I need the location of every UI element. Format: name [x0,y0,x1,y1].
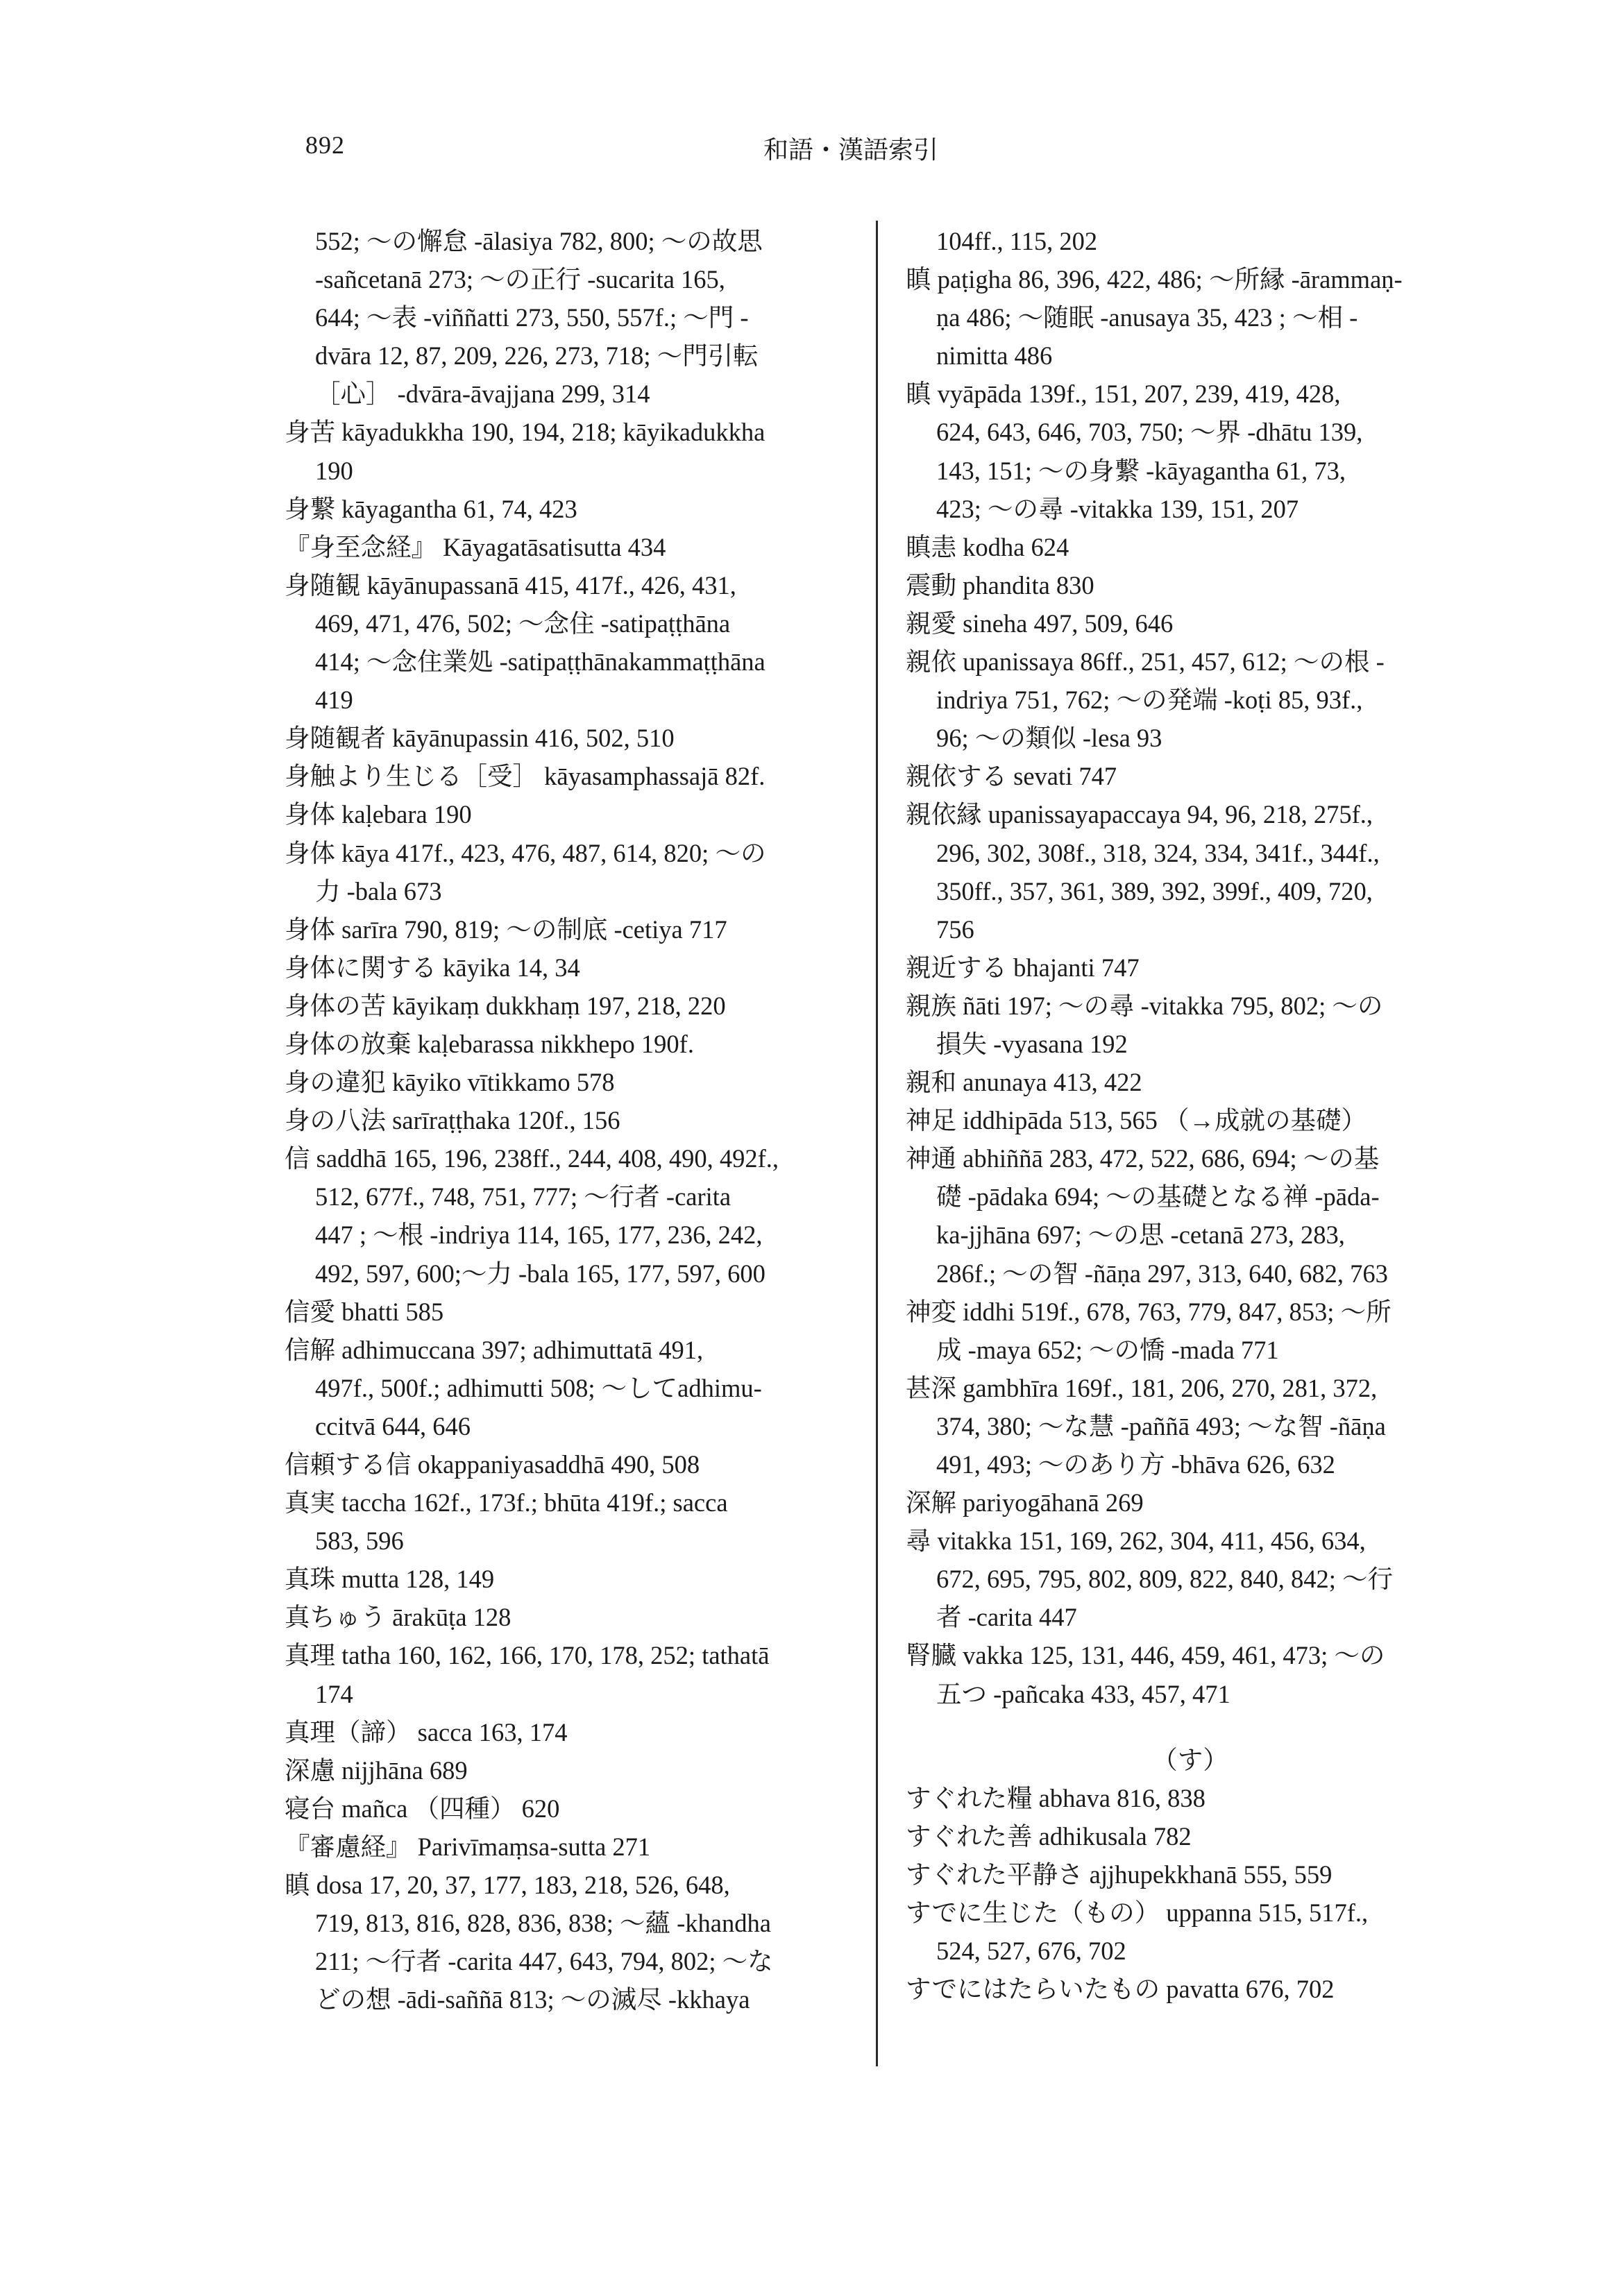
index-entry-line: 親依する sevati 747 [906,762,1117,791]
index-entry-line: 甚深 gambhīra 169f., 181, 206, 270, 281, 372, [906,1373,1378,1402]
index-entry-line: 信解 adhimuccana 397; adhimuttatā 491, [285,1335,704,1364]
index-entry-line: nimitta 486 [936,341,1053,371]
left-column [285,222,854,2018]
index-entry-line: すでにはたらいたもの pavatta 676, 702 [906,1975,1335,2004]
index-entry-line: すでに生じた（もの） uppanna 515, 517f., [906,1898,1369,1928]
index-entry-line: 身の八法 sarīraṭṭhaka 120f., 156 [285,1106,620,1135]
index-entry-line: 身体 sarīra 790, 819; ～の制底 -cetiya 717 [285,915,727,944]
index-entry-line: 瞋 dosa 17, 20, 37, 177, 183, 218, 526, 648, [285,1871,730,1900]
index-entry-line: 瞋恚 kodha 624 [906,532,1069,561]
index-entry-line: 震動 phandita 830 [906,570,1094,599]
index-entry-line: 五つ -pañcaka 433, 457, 471 [936,1679,1230,1708]
index-entry-line: どの想 -ādi-saññā 813; ～の滅尽 -kkhaya [315,1985,750,2014]
index-entry-line: 神変 iddhi 519f., 678, 763, 779, 847, 853; ～所 [906,1297,1392,1326]
index-entry-line: 寝台 mañca （四種） 620 [285,1794,560,1823]
index-entry-line: 447 ; ～根 -indriya 114, 165, 177, 236, 242, [315,1221,763,1250]
index-entry-line: 469, 471, 476, 502; ～念住 -satipaṭṭhāna [315,609,731,638]
page-number: 892 [305,131,345,159]
index-entry-line: 414; ～念住業処 -satipaṭṭhānakammaṭṭhāna [315,647,766,677]
index-entry-line: 491, 493; ～のあり方 -bhāva 626, 632 [936,1450,1335,1479]
index-entry-line: 190 [315,456,353,485]
index-entry-line: 104ff., 115, 202 [936,227,1098,255]
index-entry-line: 親族 ñāti 197; ～の尋 -vitakka 795, 802; ～の [906,991,1383,1020]
index-entry-line: 力 -bala 673 [315,876,442,905]
index-entry-line: 親依 upanissaya 86ff., 251, 457, 612; ～の根 - [906,647,1385,677]
index-entry-line: 552; ～の懈怠 -ālasiya 782, 800; ～の故思 [315,227,763,255]
index-entry-line: 親依縁 upanissayapaccaya 94, 96, 218, 275f., [906,800,1373,829]
index-entry-line: 真珠 mutta 128, 149 [285,1565,495,1594]
index-entry-line: すぐれた糧 abhava 816, 838 [906,1783,1206,1812]
running-header: 和語・漢語索引 [763,136,939,164]
index-entry-line: 143, 151; ～の身繋 -kāyagantha 61, 73, [936,456,1346,485]
index-entry-line: ka-jjhāna 697; ～の思 -cetanā 273, 283, [936,1221,1345,1250]
index-entry-line: 親近する bhajanti 747 [906,953,1140,982]
index-entry-line: ṇa 486; ～随眠 -anusaya 35, 423 ; ～相 - [936,303,1358,332]
index-entry-line: 497f., 500f.; adhimutti 508; ～してadhimu- [315,1373,762,1402]
index-entry-line: すぐれた善 adhikusala 782 [906,1821,1192,1851]
index-entry-line: 神通 abhiññā 283, 472, 522, 686, 694; ～の基 [906,1144,1380,1173]
index-entry-line: 損失 -vyasana 192 [936,1029,1128,1058]
section-spacer [906,1713,1475,1738]
index-entry-line: 身随観者 kāyānupassin 416, 502, 510 [285,724,675,753]
index-entry-line: 身苦 kāyadukkha 190, 194, 218; kāyikadukkha [285,418,766,447]
index-entry-line: ccitvā 644, 646 [315,1411,471,1440]
index-entry-line: 深解 pariyogāhanā 269 [906,1488,1144,1517]
index-entry-line: 礎 -pādaka 694; ～の基礎となる禅 -pāda- [936,1182,1380,1211]
index-entry-line: 身体に関する kāyika 14, 34 [285,953,580,982]
index-entry-line: 583, 596 [315,1527,404,1556]
index-entry-line: 身体 kāya 417f., 423, 476, 487, 614, 820; ～の [285,838,766,867]
index-entry-line: 『審慮経』 Parivīmaṃsa-sutta 271 [285,1832,651,1861]
index-entry-line: 者 -carita 447 [936,1603,1077,1632]
index-entry-line: 瞋 paṭigha 86, 396, 422, 486; ～所縁 -ārammaṇ- [906,265,1403,294]
index-entry-line: 96; ～の類似 -lesa 93 [936,724,1162,753]
right-column [906,222,1475,2008]
index-entry-line: ［心］ -dvāra-āvajjana 299, 314 [315,380,650,409]
index-entry-line: 身体の苦 kāyikaṃ dukkhaṃ 197, 218, 220 [285,991,726,1020]
index-entry-line: 211; ～行者 -carita 447, 643, 794, 802; ～な [315,1947,773,1976]
index-entry-line: 374, 380; ～な慧 -paññā 493; ～な智 -ñāṇa [936,1411,1386,1440]
index-entry-line: -sañcetanā 273; ～の正行 -sucarita 165, [315,265,725,294]
index-entry-line: 672, 695, 795, 802, 809, 822, 840, 842; ～行 [936,1565,1394,1594]
index-entry-line: 尋 vitakka 151, 169, 262, 304, 411, 456, 634, [906,1527,1366,1556]
index-entry-line: 身触より生じる［受］ kāyasamphassajā 82f. [285,762,766,791]
section-heading: （す） [1152,1745,1228,1774]
index-entry-line: 719, 813, 816, 828, 836, 838; ～蘊 -khandha [315,1909,771,1938]
index-entry-line: 真理（諦） sacca 163, 174 [285,1717,568,1746]
index-entry-line: 296, 302, 308f., 318, 324, 334, 341f., 344f., [936,838,1380,867]
index-entry-line: 信頼する信 okappaniyasaddhā 490, 508 [285,1450,700,1479]
index-entry-line: 親和 anunaya 413, 422 [906,1068,1142,1097]
index-entry-line: 腎臓 vakka 125, 131, 446, 459, 461, 473; ～の [906,1641,1385,1670]
index-entry-line: 350ff., 357, 361, 389, 392, 399f., 409, 720, [936,876,1373,905]
index-entry-line: 492, 597, 600;～力 -bala 165, 177, 597, 600 [315,1259,766,1288]
index-entry-line: 身体の放棄 kaḷebarassa nikkhepo 190f. [285,1029,694,1058]
index-entry-line: 『身至念経』 Kāyagatāsatisutta 434 [285,532,666,561]
index-entry-line: 真実 taccha 162f., 173f.; bhūta 419f.; sacca [285,1488,728,1517]
index-entry-line: 身体 kaḷebara 190 [285,800,472,829]
index-entry-line: 瞋 vyāpāda 139f., 151, 207, 239, 419, 428, [906,380,1341,409]
index-entry-line: すぐれた平静さ ajjhupekkhanā 555, 559 [906,1860,1333,1889]
index-entry-line: indriya 751, 762; ～の発端 -koṭi 85, 93f., [936,686,1363,715]
index-entry-line: 身繋 kāyagantha 61, 74, 423 [285,494,577,523]
index-entry-line: 512, 677f., 748, 751, 777; ～行者 -carita [315,1182,731,1211]
index-entry-line: 成 -maya 652; ～の憍 -mada 771 [936,1335,1279,1364]
index-entry-line: 身の違犯 kāyiko vītikkamo 578 [285,1068,615,1097]
index-entry-line: 423; ～の尋 -vitakka 139, 151, 207 [936,494,1299,523]
index-entry-line: 524, 527, 676, 702 [936,1937,1126,1966]
index-entry-line: 286f.; ～の智 -ñāṇa 297, 313, 640, 682, 763 [936,1259,1388,1288]
index-entry-line: 信愛 bhatti 585 [285,1297,444,1326]
index-entry-line: 419 [315,686,353,715]
index-entry-line: 644; ～表 -viññatti 273, 550, 557f.; ～門 - [315,303,749,332]
index-entry-line: 真理 tatha 160, 162, 166, 170, 178, 252; tathatā [285,1641,770,1670]
index-entry-line: 756 [936,915,974,944]
index-entry-line: 信 saddhā 165, 196, 238ff., 244, 408, 490, 492f., [285,1144,779,1173]
index-entry-line: 174 [315,1679,353,1708]
index-entry-line: 624, 643, 646, 703, 750; ～界 -dhātu 139, [936,418,1363,447]
index-entry-line: 神足 iddhipāda 513, 565 （→成就の基礎） [906,1106,1367,1135]
index-entry-line: 身随観 kāyānupassanā 415, 417f., 426, 431, [285,570,736,599]
index-entry-line: dvāra 12, 87, 209, 226, 273, 718; ～門引転 [315,341,759,371]
index-entry-line: 親愛 sineha 497, 509, 646 [906,609,1174,638]
column-divider [876,221,878,2066]
index-entry-line: 深慮 nijjhāna 689 [285,1755,468,1785]
index-entry-line: 真ちゅう ārakūṭa 128 [285,1603,511,1632]
